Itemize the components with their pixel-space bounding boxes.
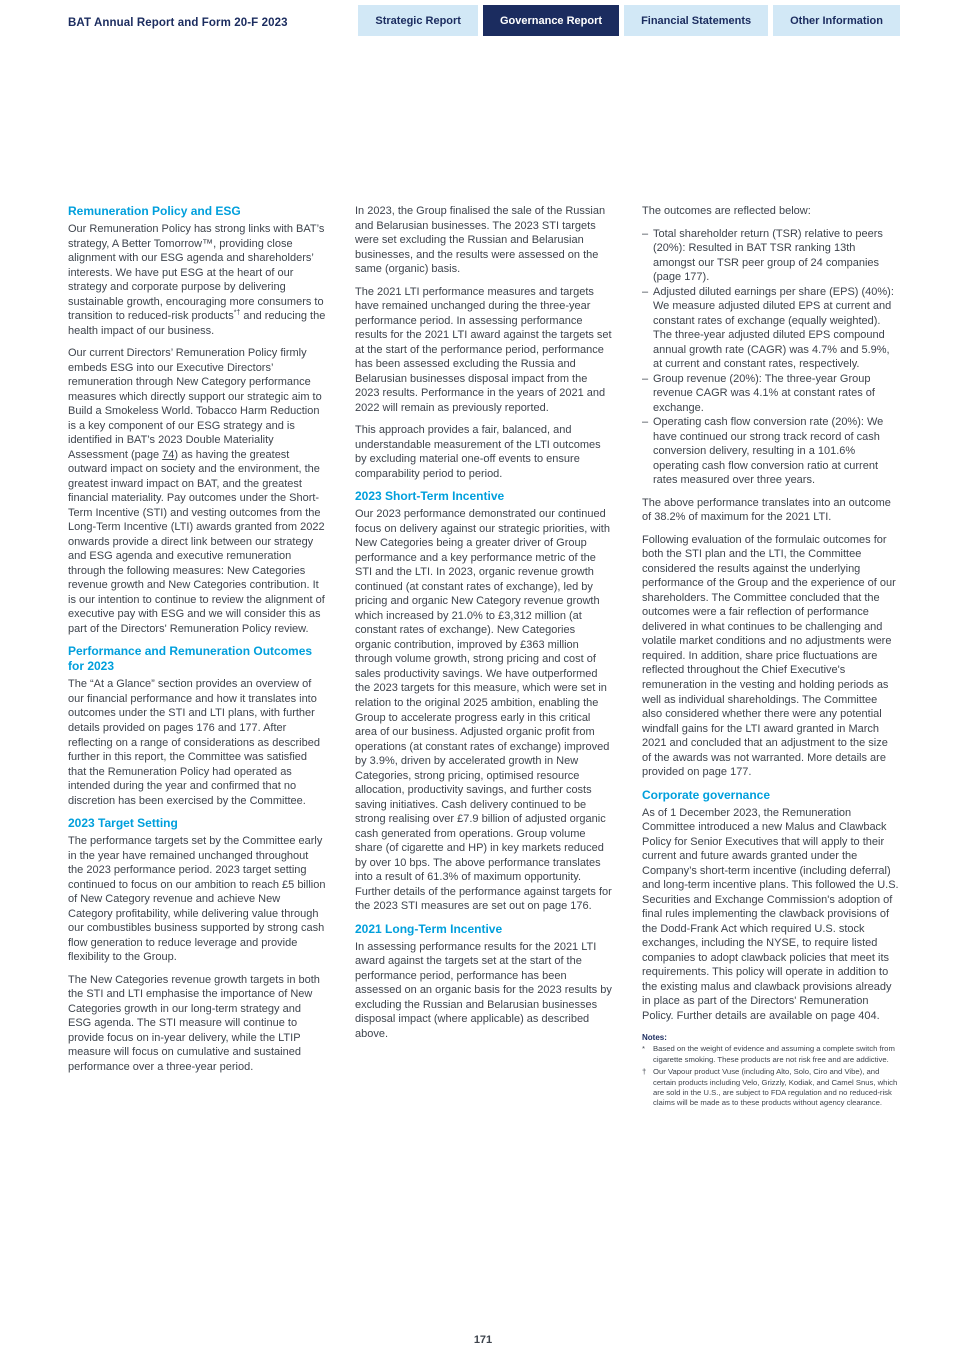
footnote-text: Our Vapour product Vuse (including Alto, Solo, Ciro and Vibe), and certain products including Velo, Grizzly, Kodiak, and Camel Snus, which are sold in the U.S., are subject to FDA regulation and no reduced-risk claims will be made as to these products without agency clearance. bbox=[653, 1067, 898, 1108]
tab-strategic-report[interactable]: Strategic Report bbox=[358, 5, 478, 36]
paragraph: The outcomes are reflected below: bbox=[642, 205, 811, 217]
page-header bbox=[68, 5, 900, 36]
section-heading: Corporate governance bbox=[642, 787, 771, 802]
column-1 bbox=[68, 204, 326, 1111]
section-heading: 2023 Short-Term Incentive bbox=[355, 489, 505, 504]
article-content bbox=[68, 204, 900, 1111]
dash-bullet: – bbox=[642, 227, 649, 240]
paragraph: Our current Directors’ Remuneration Policy firmly embeds ESG into our Executive Directors’ remuneration through New Category performance measures which directly support our strategic aim to Build a Smokeless World. Tobacco Harm Reduction is a key component of our ESG strategy and is identified in BAT’s 2023 Double Materiality Assessment (page 74) as having the greatest outward impact on society and the environment, the greatest inward impact on BAT, and the greatest financial materiality. Pay outcomes under the Short-Term Incentive (STI) and vesting outcomes from the Long-Term Incentive (LTI) awards granted from 2022 onwards provide a direct link between our strategy and ESG agenda and executive remuneration through the following measures: New Categories revenue growth and New Categories contribution. It is our intention to continue to review the alignment of executive pay with ESG and we will consider this as part of the Directors' Remuneration Policy review. bbox=[68, 347, 325, 635]
tab-governance-report[interactable]: Governance Report bbox=[483, 5, 619, 36]
footnote-text: Based on the weight of evidence and assuming a complete switch from cigarette smoking. These products are not risk free and are addictive. bbox=[653, 1044, 895, 1064]
paragraph: Our Remuneration Policy has strong links with BAT’s strategy, A Better Tomorrow™, providing close alignment with our ESG agenda and shareholders’ interests. We have put ESG at the heart of our strategy and corporate purpose by delivering sustainable growth, encouraging more consumers to transition to reduced-risk products*† and reducing the health impact of our business. bbox=[68, 223, 326, 337]
footnote-symbol: † bbox=[642, 1067, 647, 1077]
paragraph: The New Categories revenue growth targets in both the STI and LTI emphasise the importance of New Categories growth in our long-term strategy and ESG agenda. The STI measure will continue to provide focus on in-year delivery, while the LTIP measure will focus on cumulative and sustained performance over a three-year period. bbox=[68, 973, 320, 1073]
paragraph: Our 2023 performance demonstrated our continued focus on delivery against our strategic priorities, with New Categories being a greater driver of Group performance and a key performance metric of the STI and the LTI. In 2023, organic revenue growth continued (at constant rates of exchange), led by pricing and organic New Category revenue growth which increased by 21.0% to £3,312 million (at constant rates of exchange). New Categories organic contribution, improved by £363 million through volume growth, strong pricing and cost of sales productivity savings. We have outperformed the 2023 targets for this measure, which were set in relation to the original 2025 ambition, enabling the Group to accelerate progress early in this critical area of our business. Adjusted organic profit from operations (at constant rates of exchange) improved by 3.9%, driven by accelerated growth in New Categories, strong pricing, optimised resource allocation, productivity savings, and further costs saving initiatives. Cash delivery continued to be strong realising over £7.9 billion of adjusted organic cash generated from operations. Group volume share (of cigarette and HP) in key markets reduced by over 10 bps. The above performance translates into a result of 61.3% of maximum opportunity. Further details of the performance against targets for the 2023 STI measures are set out on page 176. bbox=[355, 508, 612, 913]
column-3 bbox=[642, 204, 900, 1111]
section-heading: 2023 Target Setting bbox=[68, 816, 178, 831]
dash-bullet: – bbox=[642, 372, 649, 385]
bullet-list bbox=[642, 227, 900, 488]
paragraph: In assessing performance results for the 2021 LTI award against the targets set at the start of the performance period, performance has been assessed on an organic basis for the 2023 results by excluding the Russian and Belarusian businesses disposal impact (where applicable) as described above. bbox=[355, 940, 612, 1040]
section-heading: Performance and Remuneration Outcomes for 2023 bbox=[68, 644, 313, 674]
column-2 bbox=[355, 204, 613, 1111]
paragraph: As of 1 December 2023, the Remuneration Committee introduced a new Malus and Clawback Policy for Senior Executives that will apply to their current and future awards granted under the Company’s short-term incentive (including deferral) and long-term incentive plans. This followed the U.S. Securities and Exchange Commission's adoption of final rules implementing the clawback provisions of the Dodd-Frank Act which required U.S. stock exchanges, including the NYSE, to require listed companies to adopt clawback policies that meet its requirements. This policy will operate in addition to the existing malus and clawback provisions already in place as part of the Directors' Remuneration Policy. Further details are available on page 404. bbox=[642, 806, 899, 1022]
paragraph: The 2021 LTI performance measures and targets have remained unchanged during the three-year performance period. In assessing performance results for the 2021 LTI award against the targets set at the start of the performance period, performance has been assessed excluding the Russia and Belarusian businesses disposal impact from the 2023 results. Performance in the years of 2021 and 2022 will remain as previously reported. bbox=[355, 285, 612, 414]
tab-other-information[interactable]: Other Information bbox=[773, 5, 900, 36]
footnote bbox=[642, 1044, 900, 1065]
tab-financial-statements[interactable]: Financial Statements bbox=[624, 5, 768, 36]
list-item: – Adjusted diluted earnings per share (EPS) (40%): We measure adjusted diluted EPS at current and constant rates of exchange (equally weighted). The three-year adjusted diluted EPS compound annual growth rate (CAGR) was 4.7% and 5.9%, at current and constant rates, respectively. bbox=[642, 285, 894, 371]
notes-title: Notes: bbox=[642, 1033, 667, 1043]
paragraph: This approach provides a fair, balanced, and understandable measurement of the LTI outcomes by excluding material one-off events to ensure comparability period to period. bbox=[355, 424, 601, 480]
list-item: – Operating cash flow conversion rate (20%): We have continued our strong track record of cash conversion delivery, resulting in a 101.6% operating cash flow conversion ratio at current rates measured over three years. bbox=[642, 416, 884, 487]
paragraph: The “At a Glance” section provides an overview of our financial performance and how it translates into outcomes under the STI and LTI plans, with further details provided on pages 176 and 177. After reflecting on a range of considerations as described further in this report, the Committee was satisfied that the Remuneration Policy had operated as intended during the year and confirmed that no discretion has been exercised by the Committee. bbox=[68, 678, 320, 807]
section-heading: Remuneration Policy and ESG bbox=[68, 204, 241, 218]
paragraph: In 2023, the Group finalised the sale of the Russian and Belarusian businesses. The 2023 STI targets were set excluding the Russian and Belarusian businesses, and the results were assessed on the same (organic) basis. bbox=[355, 205, 606, 276]
paragraph: Following evaluation of the formulaic outcomes for both the STI plan and the LTI, the Committee considered the results against the underlying performance of the Group and the experience of our shareholders. The Committee concluded that the outcomes were a fair reflection of performance delivered in what continues to be challenging and volatile market conditions and no adjustments were required. In addition, share price fluctuations are reflected throughout the Chief Executive's remuneration in the vesting and holding periods as well as individual shareholdings. The Committee also considered whether there were any potential windfall gains for the LTI award granted in March 2021 and concluded that an adjustment to the size of the awards was not warranted. More details are provided on page 177. bbox=[642, 533, 896, 779]
page-number: 171 bbox=[473, 1334, 493, 1346]
page-footer bbox=[0, 1330, 966, 1348]
footnote bbox=[642, 1067, 900, 1109]
section-heading: 2021 Long-Term Incentive bbox=[355, 921, 503, 936]
document-title: BAT Annual Report and Form 20-F 2023 bbox=[68, 16, 288, 29]
paragraph: The performance targets set by the Committee early in the year have remained unchanged throughout the 2023 performance period. 2023 target setting continued to focus on our ambition to reach £5 billion of New Category revenue and achieve New Category profitability, while delivering value through our combustibles business supported by strong cash flow generation to reduce leverage and provide flexibility to the Group. bbox=[68, 835, 326, 964]
paragraph: The above performance translates into an outcome of 38.2% of maximum for the 2021 LTI. bbox=[642, 496, 891, 524]
page-link[interactable]: 74 bbox=[162, 448, 175, 461]
footnote-symbol: * bbox=[642, 1044, 645, 1054]
dash-bullet: – bbox=[642, 416, 649, 429]
dash-bullet: – bbox=[642, 285, 649, 298]
footnote-marker: *† bbox=[233, 309, 241, 317]
list-item: – Group revenue (20%): The three-year Group revenue CAGR was 4.1% at constant rates of exchange. bbox=[642, 372, 875, 414]
report-tabs bbox=[358, 5, 900, 36]
list-item: – Total shareholder return (TSR) relative to peers (20%): Resulted in BAT TSR ranking 13th amongst our TSR peer group of 24 companies (page 177). bbox=[642, 227, 883, 284]
